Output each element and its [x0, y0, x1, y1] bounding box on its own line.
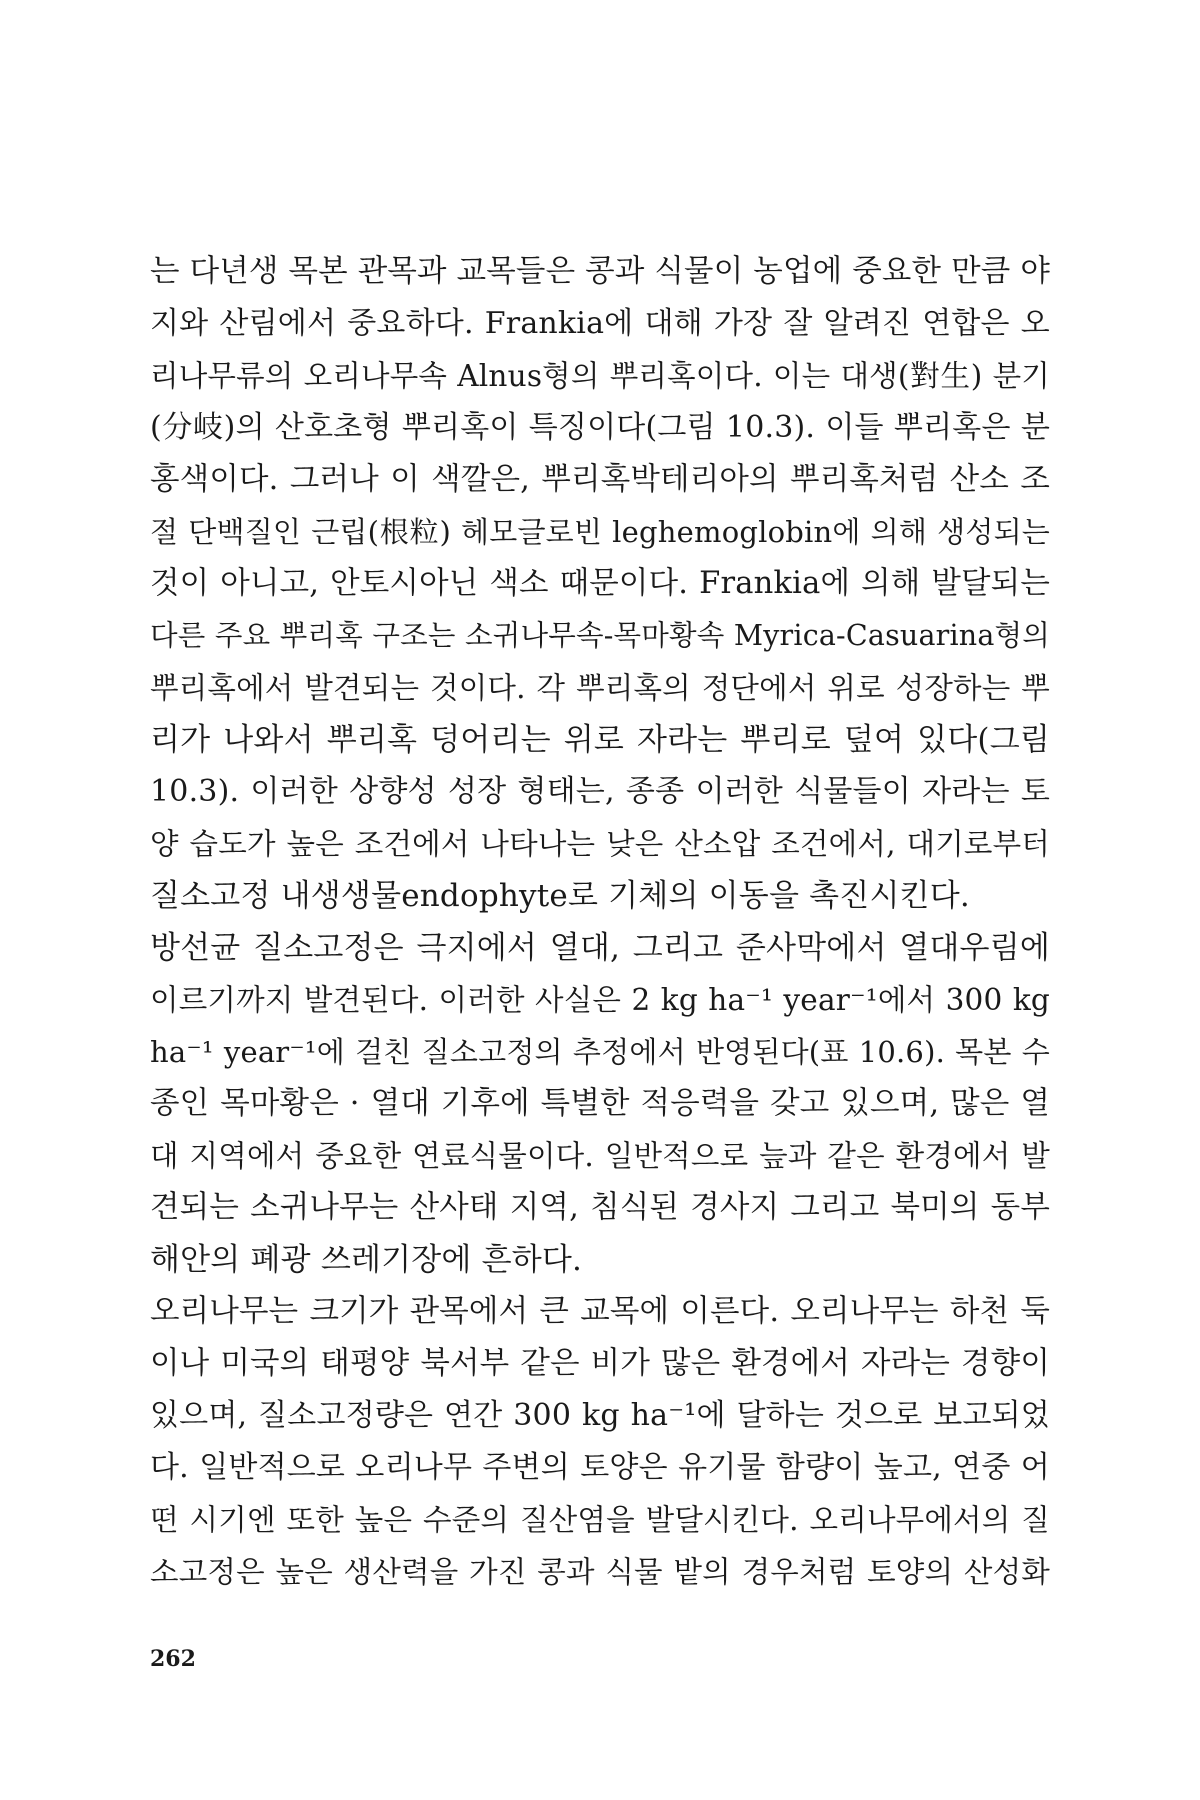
text-line: 리나무류의 오리나무속 Alnus형의 뿌리혹이다. 이는 대생(對生) 분기	[150, 359, 1050, 393]
text-line: 양 습도가 높은 조건에서 나타나는 낮은 산소압 조건에서, 대기로부터	[150, 827, 1050, 861]
text-line: 있으며, 질소고정량은 연간 300 kg ha⁻¹에 달하는 것으로 보고되었	[150, 1398, 1050, 1433]
text-line: ha⁻¹ year⁻¹에 걸친 질소고정의 추정에서 반영된다(표 10.6). 목본 수	[150, 1035, 1050, 1069]
text-line: 이르기까지 발견된다. 이러한 사실은 2 kg ha⁻¹ year⁻¹에서 300 kg	[150, 983, 1050, 1017]
page-number: 262	[150, 1646, 196, 1672]
text-line: 것이 아니고, 안토시아닌 색소 때문이다. Frankia에 의해 발달되는	[150, 566, 1050, 601]
body-text	[150, 246, 1050, 1598]
text-line: 리가 나와서 뿌리혹 덩어리는 위로 자라는 뿌리로 덮여 있다(그림	[150, 722, 1050, 758]
text-line: 다른 주요 뿌리혹 구조는 소귀나무속-목마황속 Myrica-Casuarina형의	[150, 619, 1050, 652]
text-line: 대 지역에서 중요한 연료식물이다. 일반적으로 늪과 같은 환경에서 발	[150, 1139, 1050, 1173]
text-line: 떤 시기엔 또한 높은 수준의 질산염을 발달시킨다. 오리나무에서의 질	[150, 1503, 1050, 1537]
text-line: 뿌리혹에서 발견되는 것이다. 각 뿌리혹의 정단에서 위로 성장하는 뿌	[150, 671, 1050, 705]
text-line: 지와 산림에서 중요하다. Frankia에 대해 가장 잘 알려진 연합은 오	[150, 306, 1050, 341]
text-line: 질소고정 내생생물endophyte로 기체의 이동을 촉진시킨다.	[150, 878, 970, 914]
text-line: (分岐)의 산호초형 뿌리혹이 특징이다(그림 10.3). 이들 뿌리혹은 분	[150, 410, 1050, 445]
text-line: 이나 미국의 태평양 북서부 같은 비가 많은 환경에서 자라는 경향이	[150, 1346, 1050, 1381]
text-line: 견되는 소귀나무는 산사태 지역, 침식된 경사지 그리고 북미의 동부	[150, 1190, 1050, 1225]
text-line: 종인 목마황은 · 열대 기후에 특별한 적응력을 갖고 있으며, 많은 열	[150, 1086, 1050, 1121]
text-line: 홍색이다. 그러나 이 색깔은, 뿌리혹박테리아의 뿌리혹처럼 산소 조	[150, 462, 1050, 497]
text-line: 해안의 폐광 쓰레기장에 흔하다.	[150, 1242, 583, 1278]
text-line: 방선균 질소고정은 극지에서 열대, 그리고 준사막에서 열대우림에	[150, 930, 1050, 966]
text-line: 절 단백질인 근립(根粒) 헤모글로빈 leghemoglobin에 의해 생성되는	[150, 515, 1050, 549]
text-line: 는 다년생 목본 관목과 교목들은 콩과 식물이 농업에 중요한 만큼 야	[150, 254, 1050, 289]
text-line: 오리나무는 크기가 관목에서 큰 교목에 이른다. 오리나무는 하천 둑	[150, 1294, 1050, 1329]
text-line: 소고정은 높은 생산력을 가진 콩과 식물 밭의 경우처럼 토양의 산성화	[150, 1555, 1050, 1589]
text-line: 다. 일반적으로 오리나무 주변의 토양은 유기물 함량이 높고, 연중 어	[150, 1450, 1050, 1485]
text-line: 10.3). 이러한 상향성 성장 형태는, 종종 이러한 식물들이 자라는 토	[150, 774, 1050, 809]
